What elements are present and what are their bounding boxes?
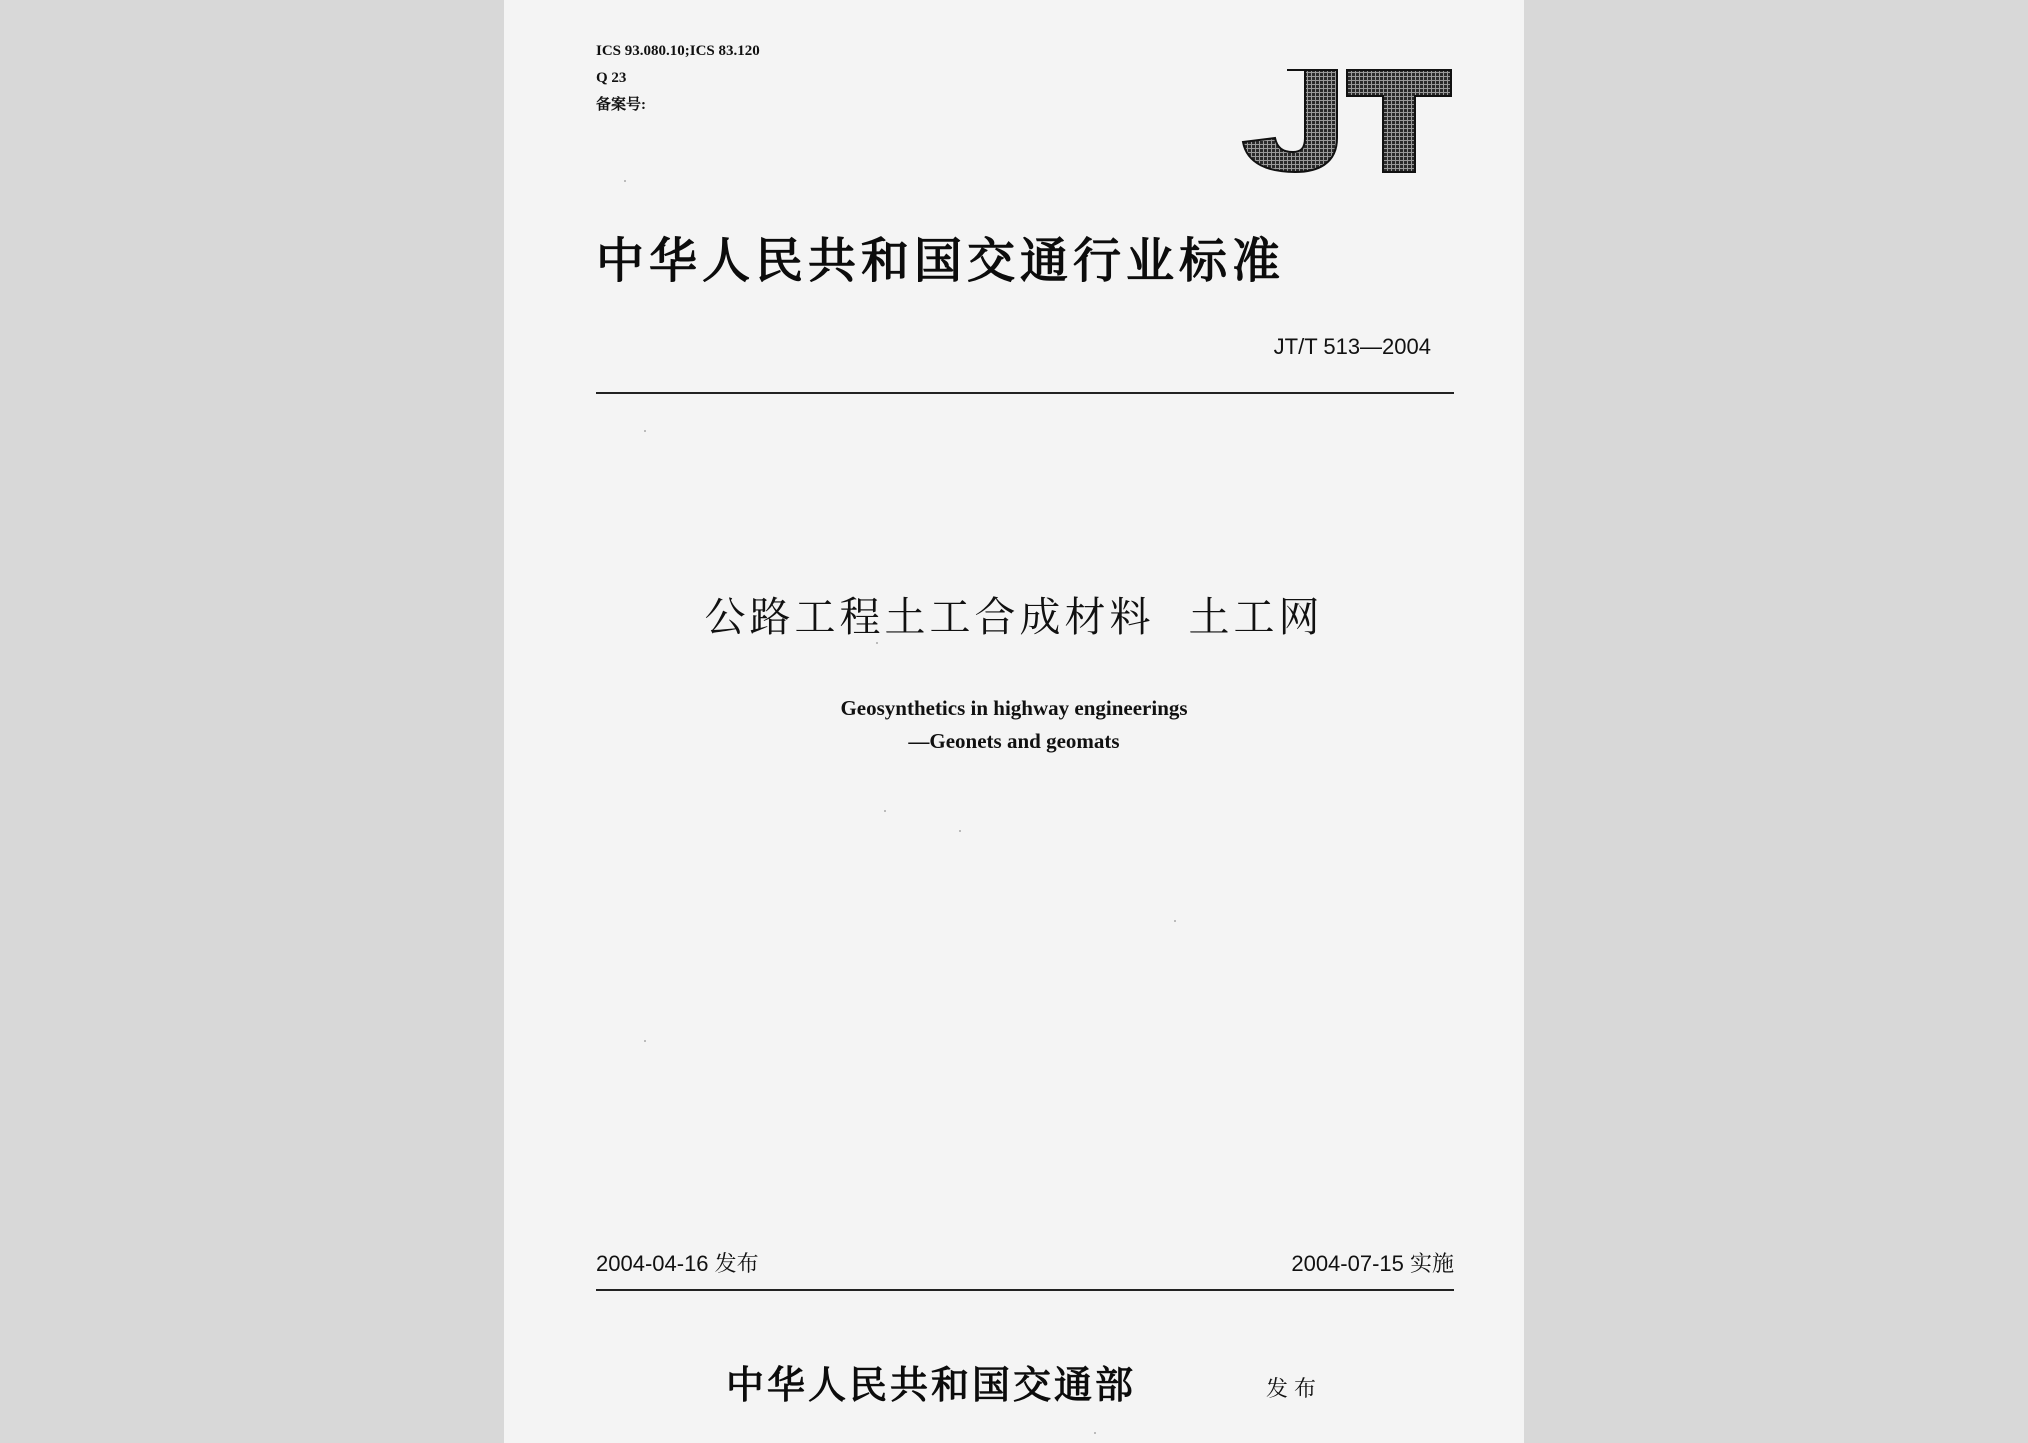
standard-title: 中华人民共和国交通行业标准 xyxy=(596,233,1286,289)
issue-date: 2004-04-16 发布 xyxy=(596,1251,759,1276)
issuing-authority: 中华人民共和国交通部 xyxy=(726,1362,1137,1407)
scan-speck xyxy=(876,642,878,644)
scan-speck xyxy=(1174,920,1176,922)
issue-word: 发布 xyxy=(1266,1377,1323,1402)
top-divider xyxy=(596,392,1454,394)
english-title-line-1: Geosynthetics in highway engineerings xyxy=(840,696,1188,720)
bottom-divider xyxy=(596,1289,1454,1291)
standard-code: JT/T 513—2004 xyxy=(1273,334,1431,359)
scan-speck xyxy=(644,430,646,432)
ics-code: ICS 93.080.10;ICS 83.120 xyxy=(596,43,760,59)
implementation-date: 2004-07-15 实施 xyxy=(1291,1251,1454,1276)
metadata-block xyxy=(596,38,760,119)
scan-speck xyxy=(644,1040,646,1042)
scan-speck xyxy=(884,810,886,812)
english-title xyxy=(504,692,1524,758)
ccs-code: Q 23 xyxy=(596,70,627,86)
jt-logo-icon xyxy=(1239,68,1454,174)
scan-speck xyxy=(1094,1432,1096,1434)
scan-speck xyxy=(959,830,961,832)
scan-speck xyxy=(624,180,626,182)
chinese-title: 公路工程土工合成材料 土工网 xyxy=(704,593,1324,641)
record-number-label: 备案号: xyxy=(596,97,646,113)
english-title-line-2: —Geonets and geomats xyxy=(908,729,1120,753)
document-page xyxy=(504,0,1524,1443)
